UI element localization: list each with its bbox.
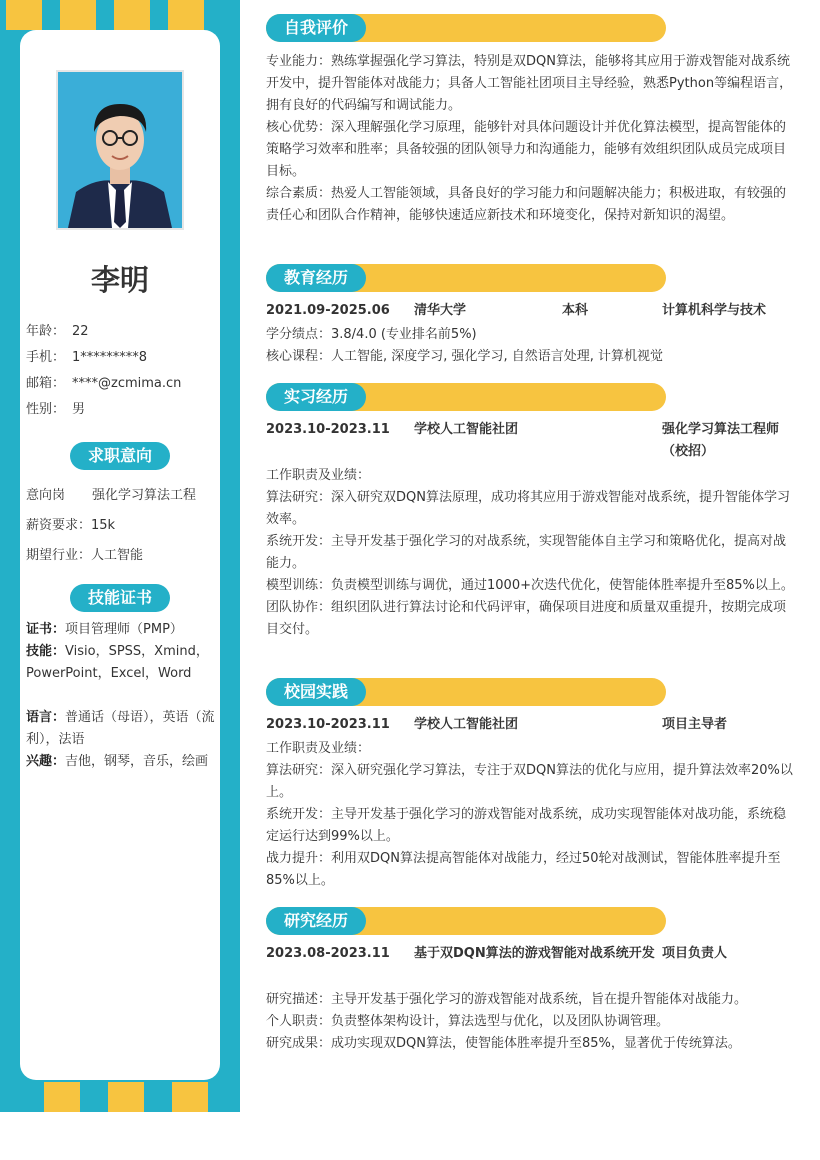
- salary-value: 15k: [91, 518, 116, 533]
- age-label: 年龄：: [26, 324, 66, 339]
- industry-label: 期望行业：: [26, 548, 92, 563]
- research-line: 个人职责：负责整体架构设计，算法选型与优化，以及团队协调管理。: [266, 1014, 670, 1029]
- campus-line: 战力提升：利用双DQN算法提高智能体对战能力，经过50轮对战测试，智能体胜率提升至85%以上。: [266, 851, 781, 888]
- campus-header: [266, 678, 666, 706]
- cert-label: 证书：: [26, 622, 66, 637]
- education-major: 计算机科学与技术: [662, 303, 767, 318]
- internship-row: [266, 419, 796, 463]
- self-eval-title: 自我评价: [266, 14, 366, 42]
- salary-label: 薪资要求：: [26, 518, 92, 533]
- self-eval-paragraph: 综合素质：热爱人工智能领域，具备良好的学习能力和问题解决能力；积极进取，有较强的责任心和团队合作精神，能够快速适应新技术和环境变化，保持对新知识的渴望。: [266, 186, 787, 223]
- education-courses: 核心课程：人工智能, 深度学习, 强化学习, 自然语言处理, 计算机视觉: [266, 349, 664, 364]
- language-label: 语言：: [26, 710, 66, 725]
- research-line: 研究描述：主导开发基于强化学习的游戏智能对战系统，旨在提升智能体对战能力。: [266, 992, 748, 1007]
- phone-value: 1*********8: [72, 350, 148, 365]
- internship-line: 模型训练：负责模型训练与调优，通过1000+次迭代优化，使智能体胜率提升至85%以上。: [266, 578, 794, 593]
- internship-line: 工作职责及业绩：: [266, 468, 371, 483]
- skills-heading: 技能证书: [70, 584, 170, 612]
- position-value: 强化学习算法工程: [92, 488, 197, 503]
- education-period: 2021.09-2025.06: [266, 303, 390, 318]
- research-period: 2023.08-2023.11: [266, 946, 390, 961]
- education-gpa: 学分绩点：3.8/4.0 (专业排名前5%): [266, 327, 477, 342]
- education-header: [266, 264, 666, 292]
- phone-field: [26, 346, 147, 365]
- research-header: [266, 907, 666, 935]
- cert-item: [26, 619, 216, 641]
- intent-position: [26, 484, 196, 503]
- campus-title: 校园实践: [266, 678, 366, 706]
- age-value: 22: [72, 324, 89, 339]
- cert-value: 项目管理师（PMP）: [65, 622, 183, 637]
- position-label: 意向岗: [26, 488, 66, 503]
- gender-label: 性别：: [26, 402, 66, 417]
- self-eval-header: [266, 14, 666, 42]
- campus-body: [266, 738, 796, 892]
- research-project: 基于双DQN算法的游戏智能对战系统开发: [414, 946, 655, 961]
- age-field: [26, 320, 89, 339]
- internship-line: 算法研究：深入研究双DQN算法原理，成功将其应用于游戏智能对战系统，提升智能体学习效率。: [266, 490, 790, 527]
- campus-org: 学校人工智能社团: [414, 717, 519, 732]
- sidebar: [0, 0, 240, 1112]
- education-row: [266, 300, 796, 322]
- research-line: 研究成果：成功实现双DQN算法，使智能体胜率提升至85%，显著优于传统算法。: [266, 1036, 741, 1051]
- campus-period: 2023.10-2023.11: [266, 717, 390, 732]
- internship-period: 2023.10-2023.11: [266, 422, 390, 437]
- research-body: [266, 989, 796, 1055]
- self-eval-paragraph: 核心优势：深入理解强化学习原理，能够针对具体问题设计并优化算法模型，提高智能体的策略学习效率和胜率；具备较强的团队领导力和沟通能力，能够有效组织团队成员完成项目目标。: [266, 120, 787, 179]
- profile-card: [20, 30, 220, 1080]
- education-title: 教育经历: [266, 264, 366, 292]
- intent-salary: [26, 514, 115, 533]
- gender-value: 男: [72, 402, 86, 417]
- email-label: 邮箱：: [26, 376, 66, 391]
- gender-field: [26, 398, 85, 417]
- internship-role: 强化学习算法工程师（校招）: [662, 422, 780, 459]
- research-row: [266, 943, 796, 987]
- candidate-name: 李明: [90, 263, 149, 297]
- campus-row: [266, 714, 796, 736]
- education-school: 清华大学: [414, 303, 467, 318]
- sidebar-top-stripes: [0, 0, 240, 30]
- intent-heading: 求职意向: [70, 442, 170, 470]
- campus-line: 工作职责及业绩：: [266, 741, 371, 756]
- research-role: 项目负责人: [662, 946, 728, 961]
- internship-body: [266, 465, 796, 641]
- email-value: ****@zcmima.cn: [72, 376, 182, 391]
- internship-line: 团队协作：组织团队进行算法讨论和代码评审，确保项目进度和质量双重提升，按期完成项目交付。: [266, 600, 787, 637]
- email-field: [26, 372, 181, 391]
- internship-org: 学校人工智能社团: [414, 422, 519, 437]
- education-details: [266, 324, 796, 368]
- language-value: 普通话（母语），英语（流利），法语: [26, 710, 215, 747]
- sidebar-bottom-stripes: [0, 1082, 240, 1112]
- self-eval-paragraph: 专业能力：熟练掌握强化学习算法，特别是双DQN算法，能够将其应用于游戏智能对战系统开发中，提升智能体对战能力；具备人工智能社团项目主导经验，熟悉Python等编程语言，拥有良好的代码编写和调试能力。: [266, 54, 793, 113]
- tech-value: Visio，SPSS，Xmind，PowerPoint，Excel，Word: [26, 644, 209, 681]
- hobby-value: 吉他，钢琴，音乐，绘画: [65, 754, 209, 769]
- tech-label: 技能：: [26, 644, 66, 659]
- hobby-label: 兴趣：: [26, 754, 66, 769]
- internship-title: 实习经历: [266, 383, 366, 411]
- campus-role: 项目主导者: [662, 717, 728, 732]
- internship-header: [266, 383, 666, 411]
- industry-value: 人工智能: [91, 548, 144, 563]
- education-degree: 本科: [562, 303, 589, 318]
- self-eval-body: [266, 51, 796, 227]
- profile-photo: [56, 70, 184, 230]
- research-title: 研究经历: [266, 907, 366, 935]
- language-item: [26, 707, 216, 751]
- intent-industry: [26, 544, 143, 563]
- campus-line: 算法研究：深入研究强化学习算法，专注于双DQN算法的优化与应用，提升算法效率20%以上。: [266, 763, 793, 800]
- phone-label: 手机：: [26, 350, 66, 365]
- internship-line: 系统开发：主导开发基于强化学习的对战系统，实现智能体自主学习和策略优化，提高对战能力。: [266, 534, 787, 571]
- campus-line: 系统开发：主导开发基于强化学习的游戏智能对战系统，成功实现智能体对战功能，系统稳定运行达到99%以上。: [266, 807, 787, 844]
- tech-skills-item: [26, 641, 216, 685]
- hobby-item: [26, 751, 216, 773]
